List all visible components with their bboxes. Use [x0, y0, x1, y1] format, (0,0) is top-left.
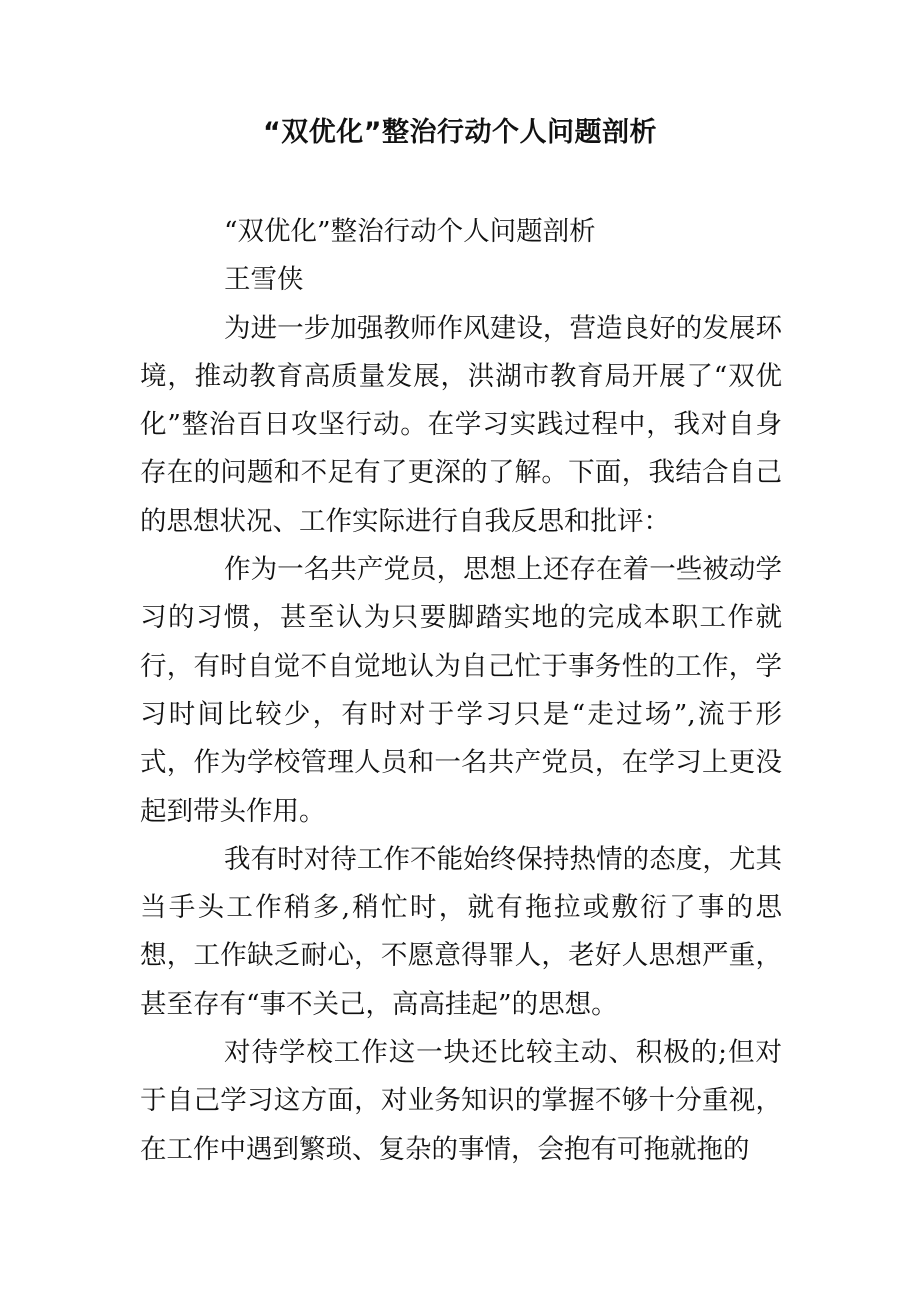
document-title: “双优化”整治行动个人问题剖析 — [263, 117, 657, 148]
body-paragraph-work: 对待学校工作这一块还比较主动、积极的;但对于自己学习这方面，对业务知识的掌握不够十分重视，在工作中遇到繁琐、复杂的事情，会抱有可拖就拖的 — [140, 1037, 782, 1165]
body-paragraph-study: 作为一名共产党员，思想上还存在着一些被动学习的习惯，甚至认为只要脚踏实地的完成本职工作就行，有时自觉不自觉地认为自己忙于事务性的工作，学习时间比较少，有时对于学习只是“走过场”,流于形式，作为学校管理人员和一名共产党员，在学习上更没起到带头作用。 — [140, 554, 782, 827]
body-paragraph-intro: 为进一步加强教师作风建设，营造良好的发展环境，推动教育高质量发展，洪湖市教育局开展了“双优化”整治百日攻坚行动。在学习实践过程中，我对自身存在的问题和不足有了更深的了解。下面，我结合自己的思想状况、工作实际进行自我反思和批评： — [140, 312, 782, 537]
body-paragraph-attitude: 我有时对待工作不能始终保持热情的态度，尤其当手头工作稍多,稍忙时，就有拖拉或敷衍了事的思想，工作缺乏耐心，不愿意得罪人，老好人思想严重，甚至存有“事不关己，高高挂起”的思想。 — [140, 843, 782, 1020]
author-paragraph: 王雪侠 — [224, 264, 304, 296]
subtitle-paragraph: “双优化”整治行动个人问题剖析 — [224, 216, 596, 247]
document-body — [140, 208, 782, 1174]
